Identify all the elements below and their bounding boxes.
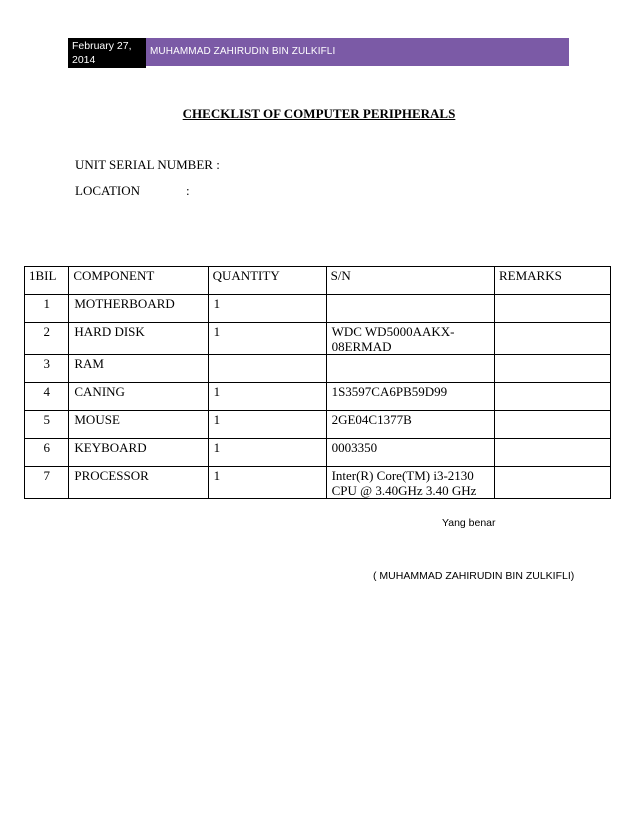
header-date (68, 38, 146, 68)
header-date-line2: 2014 (72, 54, 96, 66)
location-colon: : (186, 183, 190, 198)
table-row (25, 295, 611, 323)
table-row (25, 411, 611, 439)
cell-remarks (494, 383, 610, 411)
cell-sn (326, 383, 494, 411)
document-title: CHECKLIST OF COMPUTER PERIPHERALS (182, 106, 456, 121)
cell-quantity: 1 (208, 467, 326, 499)
table-row (25, 355, 611, 383)
cell-remarks (494, 411, 610, 439)
cell-no: 4 (25, 383, 69, 411)
cell-sn (326, 467, 494, 499)
header-quantity: QUANTITY (208, 267, 326, 295)
table-row (25, 439, 611, 467)
table-row (25, 467, 611, 499)
cell-sn (326, 411, 494, 439)
header-bil: 1BIL (25, 267, 69, 295)
header-sn: S/N (326, 267, 494, 295)
header-author: MUHAMMAD ZAHIRUDIN BIN ZULKIFLI (146, 38, 569, 66)
cell-component: PROCESSOR (69, 467, 208, 499)
cell-sn-line1: Inter(R) Core(TM) i3-2130 (331, 468, 474, 483)
cell-component: MOUSE (69, 411, 208, 439)
cell-remarks (494, 467, 610, 499)
signature-name: ( MUHAMMAD ZAHIRUDIN BIN ZULKIFLI) (373, 570, 575, 582)
cell-no: 7 (25, 467, 69, 499)
cell-sn-line1: 0003350 (331, 440, 378, 455)
table-header-row (25, 267, 611, 295)
cell-no: 6 (25, 439, 69, 467)
cell-sn-line1: WDC WD5000AAKX- (331, 324, 455, 339)
table-row (25, 323, 611, 355)
cell-remarks (494, 323, 610, 355)
closing-text: Yang benar (442, 517, 496, 529)
cell-sn (326, 323, 494, 355)
cell-sn-line1: 1S3597CA6PB59D99 (331, 384, 448, 399)
cell-sn (326, 355, 494, 383)
cell-component: MOTHERBOARD (69, 295, 208, 323)
cell-component: KEYBOARD (69, 439, 208, 467)
cell-no: 2 (25, 323, 69, 355)
cell-remarks (494, 439, 610, 467)
cell-quantity (208, 355, 326, 383)
cell-component: RAM (69, 355, 208, 383)
cell-remarks (494, 355, 610, 383)
cell-sn-line2: 08ERMAD (331, 339, 392, 354)
cell-no: 3 (25, 355, 69, 383)
cell-no: 5 (25, 411, 69, 439)
cell-quantity: 1 (208, 323, 326, 355)
cell-quantity: 1 (208, 439, 326, 467)
checklist-table (24, 266, 611, 499)
cell-component: HARD DISK (69, 323, 208, 355)
header-remarks: REMARKS (494, 267, 610, 295)
table-row (25, 383, 611, 411)
serial-number-label: UNIT SERIAL NUMBER : (75, 157, 220, 172)
cell-component: CANING (69, 383, 208, 411)
cell-remarks (494, 295, 610, 323)
cell-sn (326, 439, 494, 467)
cell-quantity: 1 (208, 411, 326, 439)
header-component: COMPONENT (69, 267, 208, 295)
cell-no: 1 (25, 295, 69, 323)
cell-quantity: 1 (208, 295, 326, 323)
location-label: LOCATION (75, 183, 140, 198)
cell-sn (326, 295, 494, 323)
cell-quantity: 1 (208, 383, 326, 411)
header-date-line1: February 27, (72, 40, 132, 52)
cell-sn-line2: CPU @ 3.40GHz 3.40 GHz (331, 483, 477, 498)
cell-sn-line1: 2GE04C1377B (331, 412, 412, 427)
